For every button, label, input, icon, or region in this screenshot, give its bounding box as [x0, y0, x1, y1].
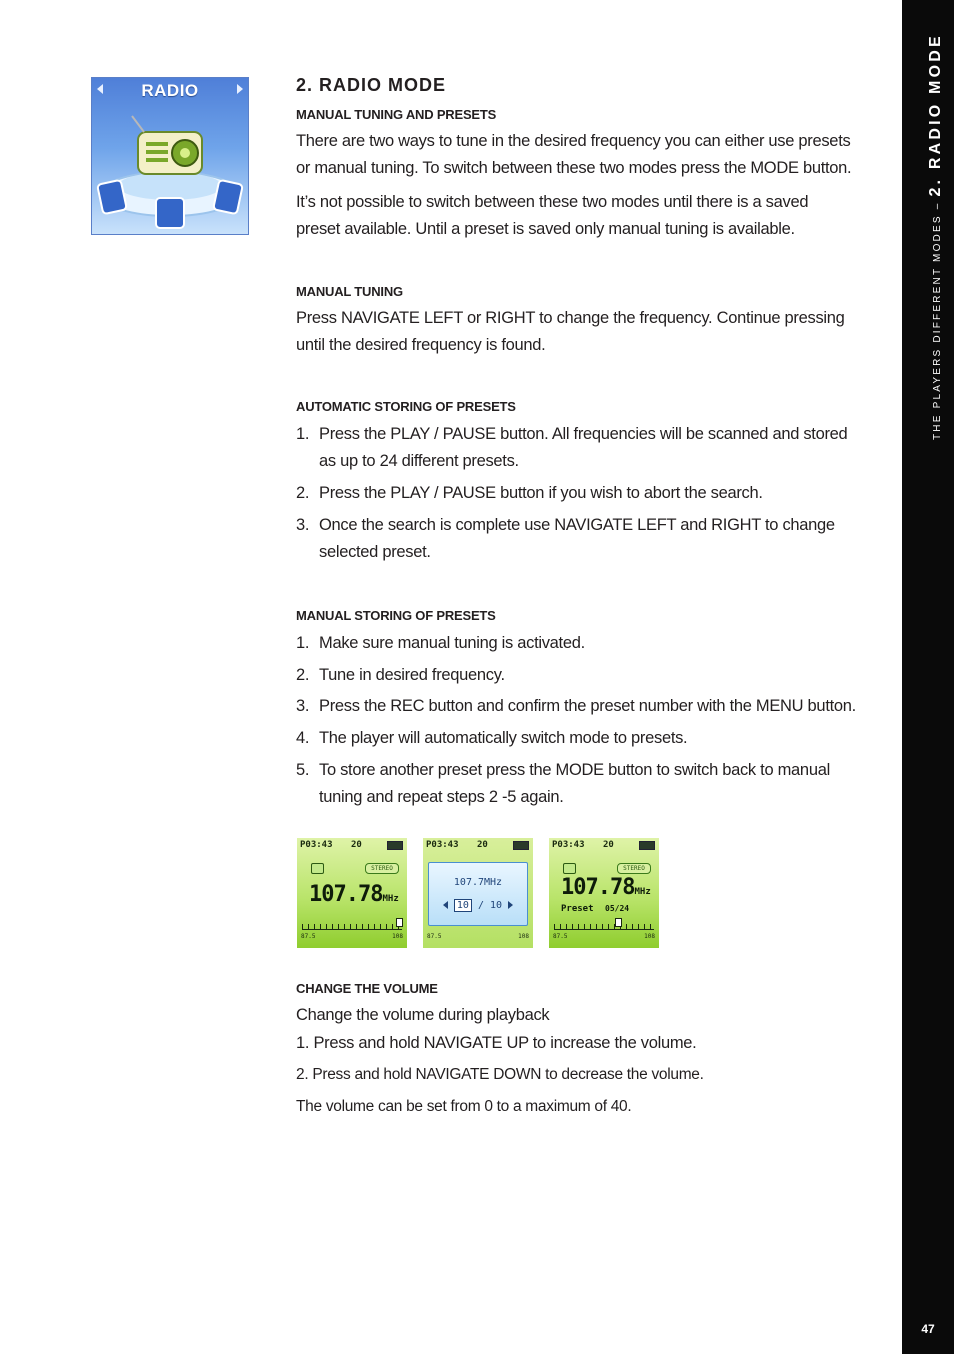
list-text: The player will automatically switch mode to presets. [319, 729, 688, 747]
section-title-manual-tuning: MANUAL TUNING [296, 284, 403, 299]
section-title-automatic-storing: AUTOMATIC STORING OF PRESETS [296, 399, 516, 414]
list-number: 1. [296, 634, 310, 652]
radio-illustration-icon [92, 102, 248, 234]
preset-total: / 10 [477, 900, 503, 911]
stereo-badge: STEREO [365, 863, 399, 874]
preset-counter: 05/24 [605, 904, 630, 913]
dialog-frequency: 107.7MHz [453, 877, 503, 888]
screen-time: P03:43 [552, 840, 585, 850]
scale-max: 108 [644, 933, 655, 940]
arrow-left-icon [443, 901, 448, 909]
frequency-value: 107.78 [561, 875, 635, 900]
screen-frequency [561, 875, 651, 900]
scale-min: 87.5 [301, 933, 316, 940]
list-item [296, 480, 856, 507]
paragraph: The volume can be set from 0 to a maximum of 40. [296, 1098, 632, 1115]
section-title-manual-tuning-presets: MANUAL TUNING AND PRESETS [296, 107, 497, 122]
player-screen-preset-dialog [423, 838, 533, 948]
player-screen-manual [297, 838, 407, 948]
paragraph: Press NAVIGATE LEFT or RIGHT to change the frequency. Continue pressing until the desired frequency is found. [296, 309, 845, 354]
side-band-title [927, 33, 945, 440]
arrow-right-icon [508, 901, 513, 909]
screen-frequency [309, 882, 399, 907]
arrow-right-icon [237, 84, 243, 94]
battery-icon [639, 841, 655, 850]
screen-volume: 20 [603, 840, 614, 850]
screen-time: P03:43 [426, 840, 459, 850]
list-number: 1. [296, 425, 310, 443]
list-item [296, 421, 856, 475]
recorder-icon [311, 863, 324, 874]
paragraph: 2. Press and hold NAVIGATE DOWN to decrease the volume. [296, 1066, 704, 1083]
list-text: Once the search is complete use NAVIGATE LEFT and RIGHT to change selected preset. [319, 516, 835, 561]
screen-volume: 20 [351, 840, 362, 850]
scale-max: 108 [518, 933, 529, 940]
list-text: Tune in desired frequency. [319, 666, 505, 684]
recorder-icon [563, 863, 576, 874]
battery-icon [513, 841, 529, 850]
paragraph: 1. Press and hold NAVIGATE UP to increase the volume. [296, 1034, 697, 1052]
page-number: 47 [921, 1322, 935, 1336]
list-number: 3. [296, 516, 310, 534]
frequency-scale [554, 921, 654, 930]
scale-max: 108 [392, 933, 403, 940]
paragraph: There are two ways to tune in the desired frequency you can either use presets or manual tuning. To switch between these two modes press the MODE button. [296, 132, 852, 177]
preset-label: Preset [561, 904, 594, 914]
battery-icon [387, 841, 403, 850]
list-number: 4. [296, 729, 310, 747]
paragraph: Change the volume during playback [296, 1006, 550, 1024]
list-text: Press the PLAY / PAUSE button. All frequencies will be scanned and stored as up to 24 different presets. [319, 425, 848, 470]
section-title-manual-storing: MANUAL STORING OF PRESETS [296, 608, 496, 623]
list-number: 3. [296, 697, 310, 715]
list-item [296, 757, 856, 811]
paragraph: It’s not possible to switch between these two modes until there is a saved preset available. Until a preset is saved only manual tuning is available. [296, 193, 809, 238]
list-text: To store another preset press the MODE button to switch back to manual tuning and repeat steps 2 -5 again. [319, 761, 830, 806]
scale-min: 87.5 [427, 933, 442, 940]
frequency-scale [302, 921, 402, 930]
list-item [296, 630, 856, 657]
list-number: 2. [296, 484, 310, 502]
scale-min: 87.5 [553, 933, 568, 940]
player-screen-presets [549, 838, 659, 948]
screen-volume: 20 [477, 840, 488, 850]
frequency-value: 107.78 [309, 882, 383, 907]
list-item [296, 512, 856, 566]
list-text: Press the PLAY / PAUSE button if you wish to abort the search. [319, 484, 763, 502]
scale-marker [615, 918, 622, 927]
radio-mode-icon [91, 77, 249, 235]
dialog-preset-selector [429, 899, 527, 912]
preset-dialog [428, 862, 528, 926]
side-band-section: THE PLAYERS DIFFERENT MODES – [932, 196, 943, 440]
side-band-chapter: 2. RADIO MODE [927, 33, 944, 197]
section-title-change-volume: CHANGE THE VOLUME [296, 981, 438, 996]
preset-number: 10 [454, 899, 472, 912]
frequency-unit: MHz [382, 894, 399, 904]
list-item [296, 662, 856, 689]
radio-icon-label: RADIO [141, 81, 199, 100]
list-number: 2. [296, 666, 310, 684]
scale-marker [396, 918, 403, 927]
list-number: 5. [296, 761, 310, 779]
screen-time: P03:43 [300, 840, 333, 850]
list-text: Make sure manual tuning is activated. [319, 634, 585, 652]
list-item [296, 725, 856, 752]
frequency-unit: MHz [634, 887, 651, 897]
stereo-badge: STEREO [617, 863, 651, 874]
list-text: Press the REC button and confirm the preset number with the MENU button. [319, 697, 856, 715]
page-title: 2. RADIO MODE [296, 75, 447, 95]
list-item [296, 693, 856, 720]
